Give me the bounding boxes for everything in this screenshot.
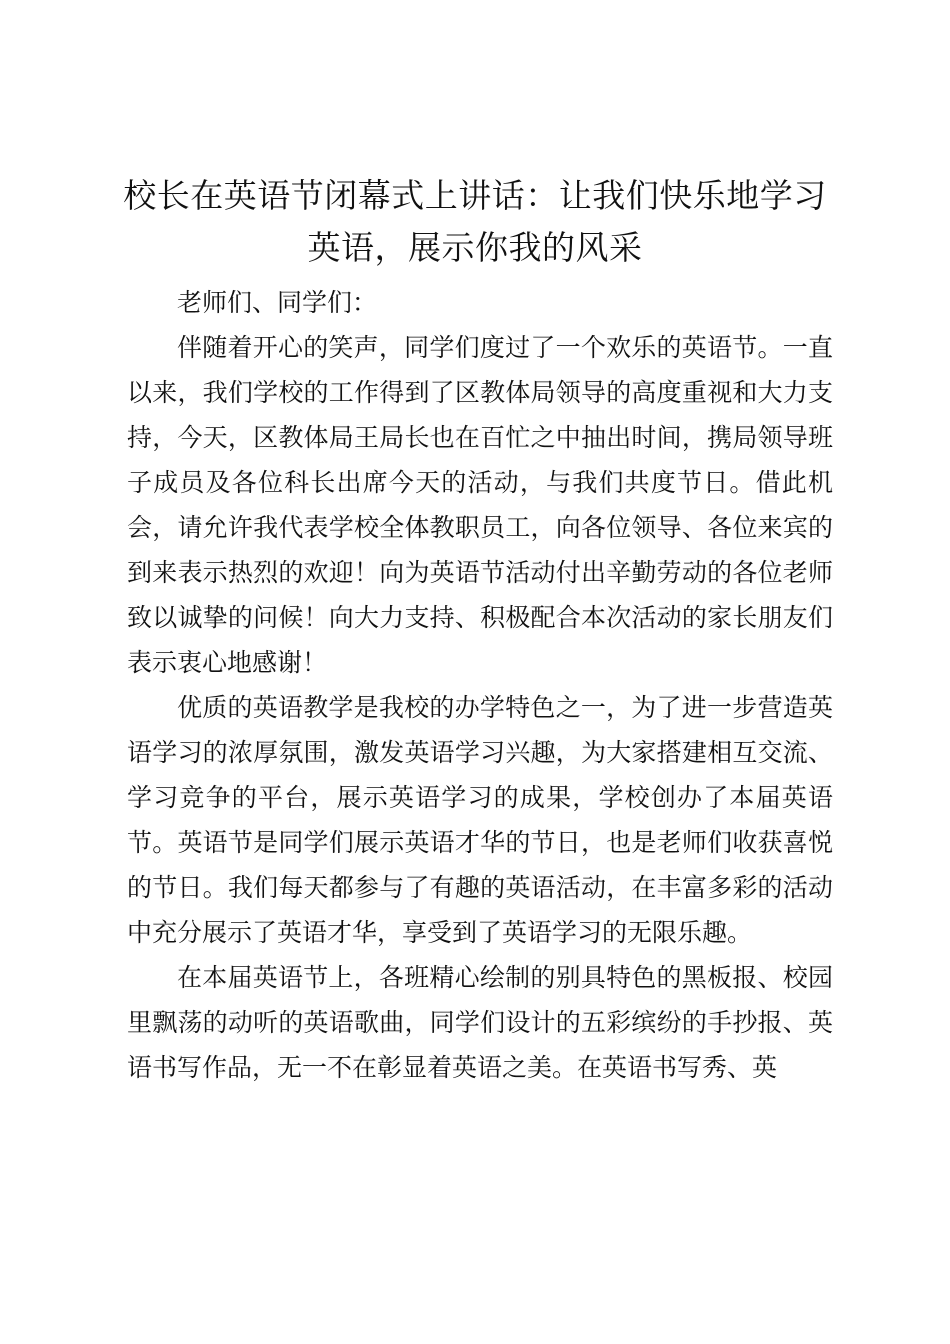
paragraph: 伴随着开心的笑声，同学们度过了一个欢乐的英语节。一直以来，我们学校的工作得到了区教体局领导的高度重视和大力支持，今天，区教体局王局长也在百忙之中抽出时间，携局领导班子成员及各位科长出席今天的活动，与我们共度节日。借此机会，请允许我代表学校全体教职员工，向各位领导、各位来宾的到来表示热烈的欢迎！向为英语节活动付出辛勤劳动的各位老师致以诚挚的问候！向大力支持、积极配合本次活动的家长朋友们表示衷心地感谢！ <box>127 333 833 677</box>
document-body <box>127 280 833 1090</box>
salutation: 老师们、同学们： <box>177 288 378 317</box>
paragraph: 在本届英语节上，各班精心绘制的别具特色的黑板报、校园里飘荡的动听的英语歌曲，同学们设计的五彩缤纷的手抄报、英语书写作品，无一不在彰显着英语之美。在英语书写秀、英 <box>127 963 833 1082</box>
document-title: 校长在英语节闭幕式上讲话：让我们快乐地学习英语，展示你我的风采 <box>123 176 827 267</box>
paragraph: 优质的英语教学是我校的办学特色之一，为了进一步营造英语学习的浓厚氛围，激发英语学习兴趣，为大家搭建相互交流、学习竞争的平台，展示英语学习的成果，学校创办了本届英语节。英语节是同学们展示英语才华的节日，也是老师们收获喜悦的节日。我们每天都参与了有趣的英语活动，在丰富多彩的活动中充分展示了英语才华，享受到了英语学习的无限乐趣。 <box>127 693 833 947</box>
